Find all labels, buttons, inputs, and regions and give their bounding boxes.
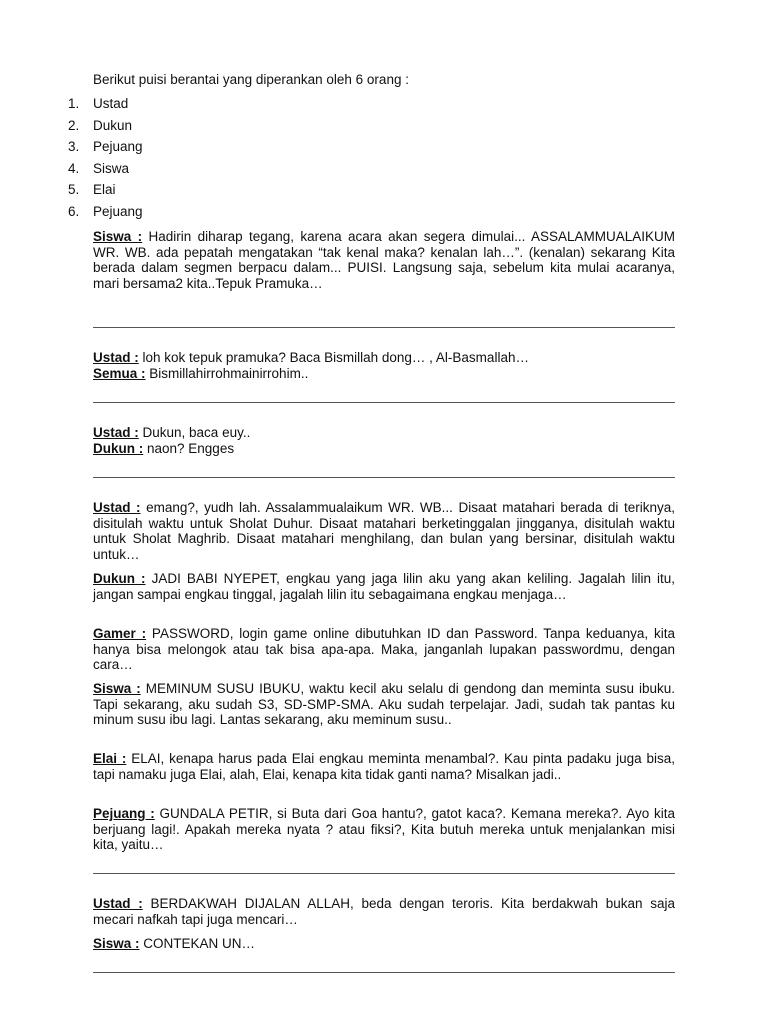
- role-number: 6.: [68, 203, 80, 219]
- role-name: Dukun: [93, 117, 133, 133]
- role-item: [68, 203, 143, 225]
- speaker-label: Siswa :: [93, 936, 140, 951]
- dialogue-text: BERDAKWAH DIJALAN ALLAH, beda dengan teroris. Kita berdakwah bukan saja mecari nafkah tapi juga mencari…: [93, 896, 675, 927]
- dialogue-line: [93, 441, 675, 457]
- role-name: Pejuang: [93, 139, 143, 155]
- dialogue-text: Dukun, baca euy..: [138, 425, 251, 440]
- role-item: [68, 117, 143, 139]
- role-item: [68, 138, 143, 160]
- dialogue-line: [93, 571, 675, 602]
- role-name: Elai: [93, 182, 116, 198]
- speaker-label: Ustad :: [93, 425, 139, 440]
- dialogue-line: [93, 366, 675, 382]
- speaker-label: Pejuang :: [93, 806, 155, 821]
- speaker-label: Dukun :: [93, 571, 146, 586]
- dialogue-text: loh kok tepuk pramuka? Baca Bismillah dong… , Al-Basmallah…: [138, 350, 529, 365]
- speaker-label: Elai :: [93, 751, 127, 766]
- role-number: 3.: [68, 139, 80, 155]
- speaker-label: Siswa :: [93, 229, 143, 244]
- speaker-label: Gamer :: [93, 626, 147, 641]
- dialogue-line: [93, 896, 675, 927]
- dialogue-line: [93, 751, 675, 782]
- dialogue-line: [93, 350, 675, 366]
- dialogue-line: [93, 626, 675, 673]
- dialogue-line: [93, 229, 675, 291]
- role-name: Ustad: [93, 96, 129, 111]
- dialogue-line: [93, 936, 675, 952]
- speaker-label: Ustad :: [93, 896, 143, 911]
- section-divider: [93, 477, 675, 478]
- dialogue-line: [93, 425, 675, 441]
- speaker-label: Semua :: [93, 366, 146, 381]
- role-list: [68, 95, 143, 225]
- dialogue-text: GUNDALA PETIR, si Buta dari Goa hantu?, gatot kaca?. Kemana mereka?. Ayo kita berjuang lagi!. Apakah mereka nyata ? atau fiksi?, Kita butuh mereka untuk menjalankan misi kita, yaitu…: [93, 806, 675, 853]
- dialogue-text: Bismillahirrohmainirrohim..: [145, 366, 309, 381]
- role-number: 4.: [68, 160, 80, 176]
- dialogue-line: [93, 806, 675, 853]
- dialogue-text: naon? Engges: [143, 441, 235, 456]
- role-number: 5.: [68, 182, 80, 198]
- dialogue-text: CONTEKAN UN…: [139, 936, 256, 951]
- role-item: [68, 181, 143, 203]
- dialogue-text: ELAI, kenapa harus pada Elai engkau meminta menambal?. Kau pinta padaku juga bisa, tapi namaku juga Elai, alah, Elai, kenapa kita tidak ganti nama? Misalkan jadi..: [93, 751, 675, 782]
- dialogue-text: PASSWORD, login game online dibutuhkan ID dan Password. Tanpa keduanya, kita hanya bisa melongok atau tak bisa apa-apa. Maka, janganlah lupakan passwordmu, dengan cara…: [93, 626, 675, 673]
- dialogue-line: [93, 500, 675, 562]
- dialogue-text: emang?, yudh lah. Assalammualaikum WR. WB... Disaat matahari berada di teriknya, disitulah waktu untuk Sholat Duhur. Disaat matahari berketinggalan jingganya, disitulah waktu untuk Sholat Maghrib. Disaat matahari menghilang, dan bulan yang bersinar, disitulah waktu untuk…: [93, 500, 675, 562]
- role-name: Pejuang: [93, 203, 143, 219]
- dialogue-line: [93, 681, 675, 728]
- section-divider: [93, 873, 675, 874]
- dialogue-text: JADI BABI NYEPET, engkau yang jaga lilin aku yang akan keliling. Jagalah lilin itu, jangan sampai engkau tinggal, jagalah lilin itu sebagaimana engkau menjaga…: [93, 571, 675, 602]
- section-divider: [93, 402, 675, 403]
- speaker-label: Dukun :: [93, 441, 144, 456]
- intro-text: Berikut puisi berantai yang diperankan oleh 6 orang :: [93, 72, 409, 87]
- section-divider: [93, 972, 675, 973]
- role-item: [68, 160, 143, 182]
- dialogue-text: MEMINUM SUSU IBUKU, waktu kecil aku selalu di gendong dan meminta susu ibuku. Tapi sekarang, aku sudah S3, SD-SMP-SMA. Aku sudah terpelajar. Jadi, sudah tak pantas ku minum susu ibu lagi. Lantas sekarang, aku meminum susu..: [93, 681, 675, 728]
- role-number: 2.: [68, 117, 80, 133]
- role-item: [68, 95, 143, 117]
- section-divider: [93, 327, 675, 328]
- speaker-label: Ustad :: [93, 500, 141, 515]
- role-number: 1.: [68, 96, 80, 111]
- role-name: Siswa: [93, 160, 130, 176]
- speaker-label: Siswa :: [93, 681, 141, 696]
- dialogue-text: Hadirin diharap tegang, karena acara akan segera dimulai... ASSALAMMUALAIKUM WR. WB. ada pepatah mengatakan “tak kenal maka? kenalan lah…”. (kenalan) sekarang Kita berada dalam segmen berpacu dalam... PUISI. Langsung saja, sebelum kita mulai acaranya, mari bersama2 kita..Tepuk Pramuka…: [93, 229, 675, 291]
- speaker-label: Ustad :: [93, 350, 139, 365]
